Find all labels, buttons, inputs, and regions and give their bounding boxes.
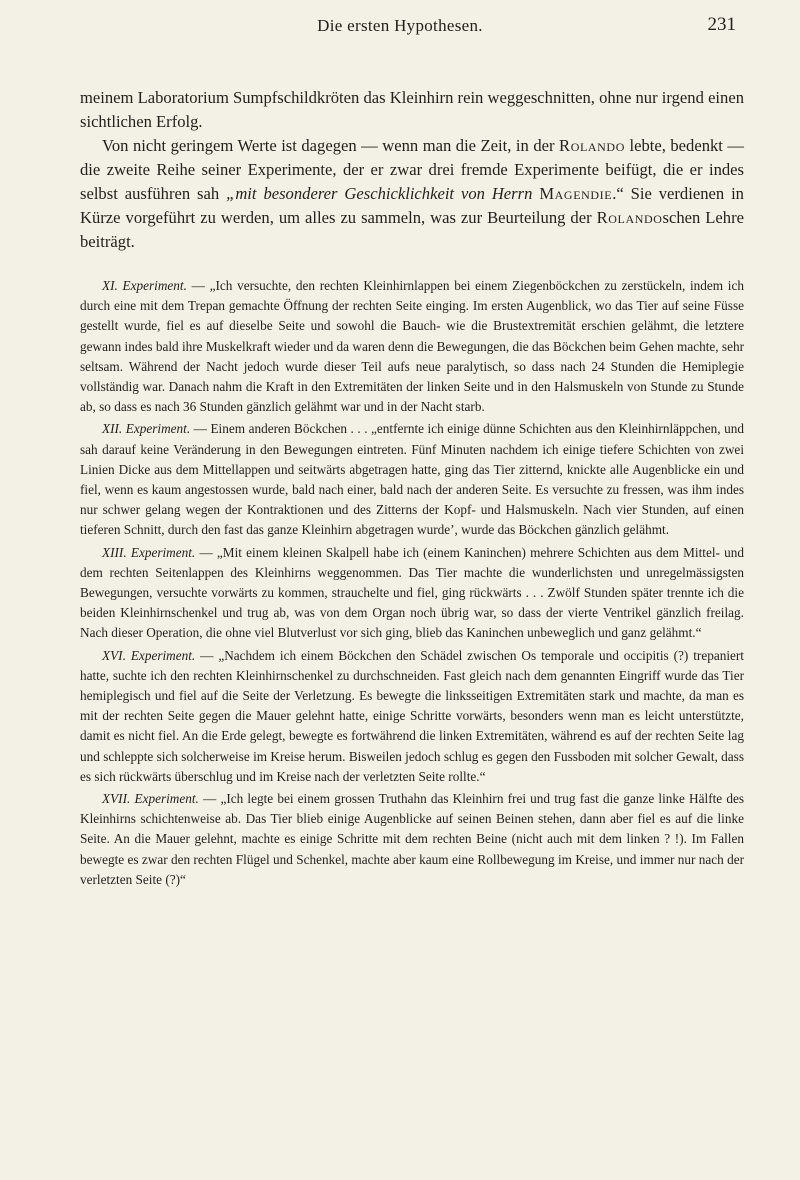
text-run: Von nicht geringem Werte ist dagegen — wenn man die Zeit, in der <box>102 136 560 155</box>
text-run: schen Lehre beiträgt. <box>80 208 744 251</box>
experiment-text: — Einem anderen Böckchen . . . „entfernte ich einige dünne Schichten aus den Kleinhirnläppchen, und sah darauf keine Veränderung in den Bewegungen eintreten. Fünf Minuten nachdem ich einige tiefere Schichten von zwei Linien Dicke aus dem Mittellappen und seitwärts abgetragen hatte, ging das Tier zitternd, knickte alle Augenblicke ein und fiel, wenn es kaum angestossen wurde, bald nach einer, bald nach der anderen Seite. Es versuchte zu fressen, was ihm indes nur schwer gelang wegen der Kontraktionen und des Zitterns der Kopf- und Halsmuskeln. Nach vier Stunden, auf einen tieferen Schnitt, durch den fast das ganze Kleinhirn abgetragen wurde’, wurde das Böckchen gänzlich gelähmt. <box>80 421 744 538</box>
experiment-text: — „Mit einem kleinen Skalpell habe ich (einem Kaninchen) mehrere Schichten aus dem Mittel- und dem rechten Seitenlappen des Kleinhirns weggenommen. Das Tier machte die wunderlichsten und unregelmässigsten Bewegungen, versuchte vorwärts zu kommen, strauchelte und fiel, ging rückwärts . . . Zwölf Stunden später trennte ich die beiden Kleinhirnschenkel und trug ab, was von dem Organ noch übrig war, so dass der vierte Ventrikel gänzlich freilag. Nach dieser Operation, die ohne viel Blutverlust vor sich ging, blieb das Kaninchen unbeweglich und ganz gelähmt.“ <box>80 544 745 641</box>
author-name-rolando: Rolando <box>596 208 663 227</box>
experiment-title: XII. Experiment. <box>102 421 191 437</box>
experiment-title: XIII. Experiment. <box>102 544 196 560</box>
page-number: 231 <box>707 14 736 35</box>
page-header <box>0 14 800 44</box>
experiment-title: XVI. Experiment. <box>102 647 196 663</box>
experiment-paragraph <box>80 276 744 417</box>
experiment-paragraph <box>80 646 744 787</box>
experiment-title: XI. Experiment. <box>102 278 187 293</box>
intro-paragraph-1: meinem Laboratorium Sumpfschildkröten das Kleinhirn rein weggeschnitten, ohne nur irgend einen sichtlichen Erfolg. <box>80 88 744 131</box>
running-head: Die ersten Hypothesen. <box>317 16 483 35</box>
experiment-text: — „Ich versuchte, den rechten Kleinhirnlappen bei einem Ziegenböckchen zu zerstückeln, indem ich durch eine mit dem Trepan gemachte Öffnung der rechten Seite einging. Im ersten Augenblick, wo das Tier auf seine Füsse gestellt wurde, fiel es auf dieselbe Seite und sowohl die Bauch- wie die Brustextremität erschien gelähmt, die letztere gewann indes bald ihre Muskelkraft wieder und da waren denn die Bewegungen, die das Böckchen beim Gehen machte, sehr seltsam. Während der Nacht jedoch wurde dieser Teil aufs neue paralytisch, so dass nach 24 Stunden die Hemiplegie vollständig war. Danach nahm die Kraft in den Extremitäten der linken Seite und in den Halsmuskeln von Stunde zu Stunde ab, so dass es nach 36 Stunden gänzlich gelähmt war und in der Nacht starb. <box>80 278 744 415</box>
intro-paragraph-2 <box>80 134 744 254</box>
experiment-paragraph <box>80 789 744 890</box>
experiment-paragraph <box>80 543 744 644</box>
experiment-text: — „Ich legte bei einem grossen Truthahn das Kleinhirn frei und trug fast die ganze linke Hälfte des Kleinhirns schichtenweise ab. Das Tier blieb einige Augenblicke auf seinen Beinen stehen, dann aber fiel es auf die linke Seite. An die Mauer gelehnt, machte es einige Schritte mit dem rechten Beine (nicht auch mit dem linken ? !). Im Fallen bewegte es zwar den rechten Flügel und Schenkel, machte aber kaum eine Rollbewegung im Kreise, und immer nur nach der verletzten Seite (?)“ <box>80 791 744 887</box>
experiment-text: — „Nachdem ich einem Böckchen den Schädel zwischen Os temporale und occipitis (?) trepaniert hatte, suchte ich den rechten Kleinhirnschenkel zu durchschneiden. Fast gleich nach dem genannten Eingriff wurde das Tier hemiplegisch und fiel auf die Seite der Verletzung. Es bewegte die linksseitigen Extremitäten stark und machte, da man es mit der rechten Seite gegen die Mauer gelehnt hatte, einige Schritte vorwärts, besonders wenn man es leicht unterstützte, damit es nicht fiel. An die Erde gelegt, bewegte es fortwährend die linken Extremitäten, während es auf der rechten Seite lag und schleppte sich solcherweise im Kreise herum. Bisweilen jedoch schlug es gegen den Fussboden mit solcher Gewalt, dass es sich rückwärts überschlug und im Kreise nach der verletzten Seite rollte.“ <box>80 647 744 784</box>
italic-quote: „mit besonderer Geschicklichkeit von Herrn <box>226 184 540 203</box>
author-name-rolando: Rolando <box>559 136 625 155</box>
experiment-title: XVII. Experiment. <box>102 791 199 807</box>
experiment-paragraph <box>80 419 744 540</box>
text-run: .“ Sie verdienen in Kürze vorgeführt zu werden, um alles zu sammeln, was zur Beurteilung der <box>80 184 744 227</box>
page-body <box>80 86 744 890</box>
author-name-magendie: Magendie <box>539 184 613 203</box>
text-run: lebte, bedenkt — die zweite Reihe seiner Experimente, der er zwar drei fremde Experimente beifügt, die er indes selbst ausführen sah <box>80 136 744 203</box>
experiment-list <box>80 276 744 890</box>
